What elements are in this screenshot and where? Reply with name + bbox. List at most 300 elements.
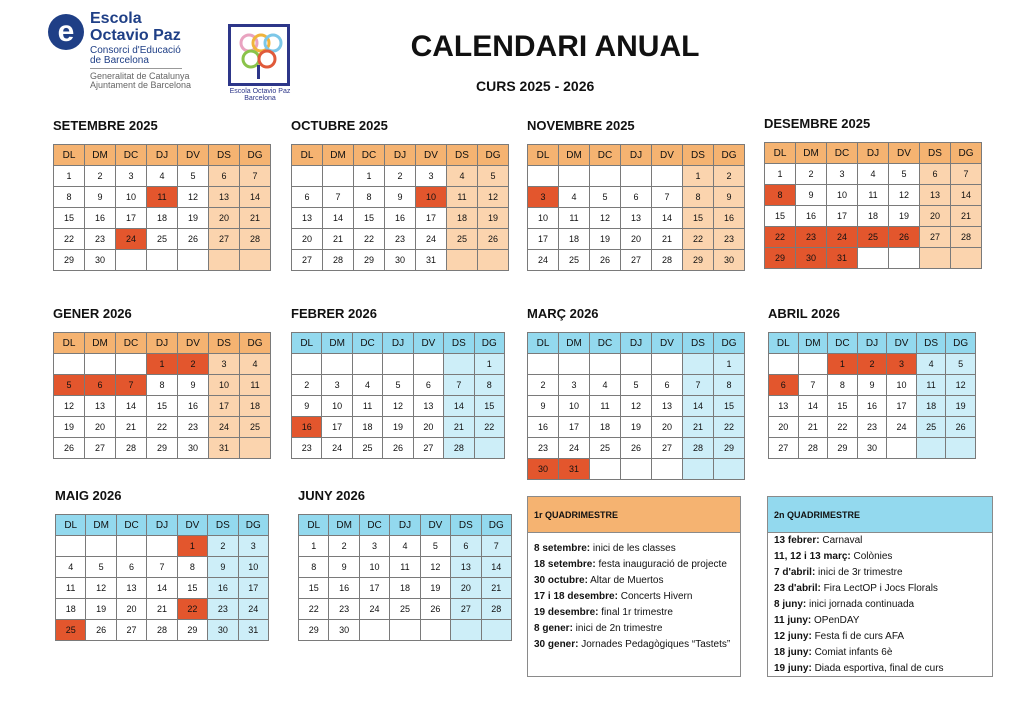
- empty-day-cell: [481, 620, 511, 641]
- calendar-day: 27: [652, 438, 683, 459]
- event-description: Carnaval: [819, 535, 863, 546]
- legend-event: [534, 573, 740, 589]
- event-description: Comiat infants 6è: [811, 647, 893, 658]
- calendar-day: 12: [946, 375, 976, 396]
- event-description: Colònies: [850, 551, 893, 562]
- legend-event: [534, 621, 740, 637]
- calendar-day: 22: [683, 229, 714, 250]
- calendar-day: 30: [329, 620, 359, 641]
- week-row: [292, 438, 505, 459]
- page-subtitle: CURS 2025 - 2026: [476, 78, 595, 94]
- calendar-day: 24: [887, 417, 917, 438]
- calendar-day: 5: [420, 536, 450, 557]
- calendar-day: 7: [683, 375, 714, 396]
- calendar-day: 6: [413, 375, 443, 396]
- event-date: 18 juny:: [774, 647, 812, 658]
- weekday-header: DM: [798, 333, 828, 354]
- calendar-day: 17: [209, 396, 240, 417]
- calendar-day: 30: [857, 438, 887, 459]
- event-description: Festa fi de curs AFA: [811, 631, 905, 642]
- calendar-day: 27: [920, 227, 951, 248]
- calendar-day: 8: [765, 185, 796, 206]
- weekday-header-row: [54, 333, 271, 354]
- empty-day-cell: [240, 250, 271, 271]
- weekday-header: DS: [444, 333, 474, 354]
- month-febrer: [291, 306, 497, 459]
- weekday-header: DC: [116, 145, 147, 166]
- week-row: [765, 248, 982, 269]
- calendar-day: 6: [920, 164, 951, 185]
- calendar-day: 15: [765, 206, 796, 227]
- month-title: FEBRER 2026: [291, 306, 377, 321]
- calendar-day: 16: [329, 578, 359, 599]
- month-title: MAIG 2026: [55, 488, 122, 503]
- calendar-day: 10: [209, 375, 240, 396]
- event-description: Altar de Muertos: [587, 575, 664, 586]
- calendar-day: 20: [652, 417, 683, 438]
- week-row: [769, 375, 976, 396]
- legend-event: [774, 629, 992, 645]
- empty-day-cell: [474, 438, 504, 459]
- calendar-day: 11: [916, 375, 946, 396]
- calendar-day: 5: [86, 557, 116, 578]
- event-description: inici jornada continuada: [806, 599, 915, 610]
- calendar-day: 19: [383, 417, 413, 438]
- calendar-day: 1: [147, 354, 178, 375]
- calendar-day: 2: [178, 354, 209, 375]
- calendar-day: 17: [827, 206, 858, 227]
- weekday-header: DS: [209, 145, 240, 166]
- empty-day-cell: [683, 459, 714, 480]
- calendar-day: 20: [451, 578, 481, 599]
- weekday-header: DV: [178, 145, 209, 166]
- calendar-day: 28: [240, 229, 271, 250]
- calendar-day: 18: [240, 396, 271, 417]
- calendar-day: 1: [474, 354, 504, 375]
- calendar-day: 1: [299, 536, 329, 557]
- empty-day-cell: [147, 250, 178, 271]
- calendar-day: 1: [714, 354, 745, 375]
- weekday-header: DV: [177, 515, 207, 536]
- calendar-day: 1: [54, 166, 85, 187]
- weekday-header: DS: [916, 333, 946, 354]
- calendar-day: 16: [528, 417, 559, 438]
- calendar-day: 30: [714, 250, 745, 271]
- calendar-day: 23: [385, 229, 416, 250]
- month-maig: [55, 488, 261, 641]
- calendar-day: 15: [54, 208, 85, 229]
- calendar-day: 27: [413, 438, 443, 459]
- calendar-day: 3: [528, 187, 559, 208]
- calendar-day: 4: [916, 354, 946, 375]
- calendar-day: 28: [323, 250, 354, 271]
- calendar-day: 13: [116, 578, 146, 599]
- calendar-day: 8: [474, 375, 504, 396]
- empty-day-cell: [858, 248, 889, 269]
- weekday-header: DM: [329, 515, 359, 536]
- calendar-day: 14: [652, 208, 683, 229]
- calendar-day: 25: [590, 438, 621, 459]
- calendar-day: 5: [590, 187, 621, 208]
- legend-event: [774, 613, 992, 629]
- weekday-header: DC: [352, 333, 382, 354]
- calendar-day: 5: [54, 375, 85, 396]
- month-title: SETEMBRE 2025: [53, 118, 158, 133]
- calendar-day: 3: [416, 166, 447, 187]
- calendar-day: 27: [769, 438, 799, 459]
- empty-day-cell: [116, 354, 147, 375]
- calendar-day: 23: [796, 227, 827, 248]
- empty-day-cell: [359, 620, 389, 641]
- weekday-header: DS: [683, 333, 714, 354]
- calendar-day: 25: [147, 229, 178, 250]
- calendar-day: 19: [420, 578, 450, 599]
- calendar-day: 29: [828, 438, 858, 459]
- calendar-day: 16: [85, 208, 116, 229]
- month-title: JUNY 2026: [298, 488, 365, 503]
- calendar-day: 2: [714, 166, 745, 187]
- legend-event: [774, 597, 992, 613]
- calendar-day: 10: [827, 185, 858, 206]
- calendar-day: 5: [621, 375, 652, 396]
- month-grid: [298, 514, 512, 641]
- weekday-header: DM: [796, 143, 827, 164]
- week-row: [299, 578, 512, 599]
- calendar-day: 5: [383, 375, 413, 396]
- calendar-day: 12: [383, 396, 413, 417]
- calendar-day: 23: [85, 229, 116, 250]
- calendar-day: 7: [116, 375, 147, 396]
- calendar-day: 7: [481, 536, 511, 557]
- calendar-day: 11: [56, 578, 86, 599]
- month-gener: [53, 306, 263, 459]
- calendar-day: 20: [209, 208, 240, 229]
- empty-day-cell: [889, 248, 920, 269]
- calendar-day: 7: [323, 187, 354, 208]
- calendar-day: 29: [765, 248, 796, 269]
- calendar-day: 9: [178, 375, 209, 396]
- week-row: [54, 229, 271, 250]
- month-grid: [291, 332, 505, 459]
- legend-event: [534, 541, 740, 557]
- calendar-day: 15: [474, 396, 504, 417]
- calendar-day: 10: [322, 396, 352, 417]
- empty-day-cell: [621, 459, 652, 480]
- q2-legend-list: [768, 533, 992, 677]
- legend-event: [774, 645, 992, 661]
- weekday-header: DL: [54, 145, 85, 166]
- calendar-day: 14: [951, 185, 982, 206]
- calendar-day: 20: [920, 206, 951, 227]
- calendar-day: 7: [444, 375, 474, 396]
- month-novembre: [527, 118, 737, 271]
- weekday-header-row: [292, 145, 509, 166]
- calendar-day: 11: [147, 187, 178, 208]
- calendar-day: 16: [796, 206, 827, 227]
- weekday-header: DS: [451, 515, 481, 536]
- calendar-day: 9: [714, 187, 745, 208]
- week-row: [292, 396, 505, 417]
- empty-day-cell: [292, 166, 323, 187]
- weekday-header: DV: [416, 145, 447, 166]
- calendar-day: 25: [447, 229, 478, 250]
- calendar-day: 20: [621, 229, 652, 250]
- calendar-day: 19: [621, 417, 652, 438]
- calendar-day: 17: [416, 208, 447, 229]
- calendar-day: 14: [147, 578, 177, 599]
- calendar-day: 3: [209, 354, 240, 375]
- calendar-day: 24: [827, 227, 858, 248]
- calendar-day: 26: [86, 620, 116, 641]
- calendar-day: 7: [240, 166, 271, 187]
- calendar-day: 3: [887, 354, 917, 375]
- empty-day-cell: [887, 438, 917, 459]
- empty-day-cell: [390, 620, 420, 641]
- calendar-day: 14: [323, 208, 354, 229]
- calendar-day: 7: [951, 164, 982, 185]
- legend-event: [534, 637, 740, 653]
- emblem-caption-line1: Escola Octavio Paz: [229, 88, 291, 95]
- weekday-header: DC: [590, 333, 621, 354]
- calendar-day: 29: [299, 620, 329, 641]
- school-name-line1: Escola: [90, 10, 142, 27]
- month-abril: [768, 306, 968, 459]
- calendar-day: 22: [714, 417, 745, 438]
- event-date: 17 i 18 desembre:: [534, 591, 618, 602]
- calendar-day: 1: [177, 536, 207, 557]
- school-name-line2: Octavio Paz: [90, 27, 181, 44]
- calendar-day: 21: [652, 229, 683, 250]
- consorci-line1: Consorci d'Educació: [90, 45, 181, 56]
- calendar-day: 5: [478, 166, 509, 187]
- calendar-day: 8: [354, 187, 385, 208]
- month-grid: [764, 142, 982, 269]
- calendar-day: 30: [385, 250, 416, 271]
- calendar-day: 12: [178, 187, 209, 208]
- calendar-day: 20: [116, 599, 146, 620]
- weekday-header-row: [299, 515, 512, 536]
- weekday-header: DJ: [147, 515, 177, 536]
- empty-day-cell: [951, 248, 982, 269]
- week-row: [54, 208, 271, 229]
- week-row: [54, 438, 271, 459]
- calendar-day: 2: [85, 166, 116, 187]
- calendar-day: 17: [238, 578, 268, 599]
- empty-day-cell: [447, 250, 478, 271]
- calendar-day: 20: [292, 229, 323, 250]
- empty-day-cell: [621, 166, 652, 187]
- empty-day-cell: [652, 354, 683, 375]
- calendar-day: 17: [322, 417, 352, 438]
- calendar-day: 28: [798, 438, 828, 459]
- calendar-day: 6: [769, 375, 799, 396]
- calendar-day: 19: [54, 417, 85, 438]
- calendar-day: 30: [85, 250, 116, 271]
- calendar-day: 27: [621, 250, 652, 271]
- legend-event: [534, 557, 740, 573]
- weekday-header: DC: [827, 143, 858, 164]
- calendar-day: 5: [889, 164, 920, 185]
- weekday-header: DV: [178, 333, 209, 354]
- weekday-header: DV: [420, 515, 450, 536]
- week-row: [54, 166, 271, 187]
- calendar-day: 4: [352, 375, 382, 396]
- calendar-day: 8: [299, 557, 329, 578]
- weekday-header-row: [528, 145, 745, 166]
- weekday-header: DV: [887, 333, 917, 354]
- calendar-day: 19: [946, 396, 976, 417]
- calendar-day: 6: [85, 375, 116, 396]
- calendar-day: 1: [354, 166, 385, 187]
- calendar-day: 10: [528, 208, 559, 229]
- weekday-header: DM: [559, 145, 590, 166]
- event-description: inici de les classes: [590, 543, 676, 554]
- event-description: inici de 2n trimestre: [572, 623, 663, 634]
- calendar-day: 26: [178, 229, 209, 250]
- calendar-day: 2: [857, 354, 887, 375]
- calendar-day: 2: [292, 375, 322, 396]
- week-row: [528, 354, 745, 375]
- event-date: 19 desembre:: [534, 607, 599, 618]
- empty-day-cell: [444, 354, 474, 375]
- calendar-day: 30: [178, 438, 209, 459]
- calendar-day: 30: [208, 620, 238, 641]
- weekday-header: DM: [323, 145, 354, 166]
- week-row: [299, 620, 512, 641]
- calendar-day: 14: [444, 396, 474, 417]
- calendar-day: 21: [147, 599, 177, 620]
- calendar-day: 8: [828, 375, 858, 396]
- week-row: [528, 208, 745, 229]
- calendar-day: 6: [116, 557, 146, 578]
- calendar-day: 28: [652, 250, 683, 271]
- empty-day-cell: [413, 354, 443, 375]
- month-title: OCTUBRE 2025: [291, 118, 388, 133]
- calendar-day: 24: [238, 599, 268, 620]
- gov-line1: Generalitat de Catalunya: [90, 71, 190, 81]
- empty-day-cell: [54, 354, 85, 375]
- event-description: OPenDAY: [811, 615, 860, 626]
- weekday-header: DJ: [621, 333, 652, 354]
- calendar-day: 22: [54, 229, 85, 250]
- calendar-day: 15: [828, 396, 858, 417]
- calendar-day: 25: [352, 438, 382, 459]
- calendar-day: 23: [329, 599, 359, 620]
- week-row: [528, 166, 745, 187]
- calendar-day: 9: [528, 396, 559, 417]
- calendar-day: 21: [240, 208, 271, 229]
- calendar-day: 23: [857, 417, 887, 438]
- weekday-header: DV: [889, 143, 920, 164]
- empty-day-cell: [85, 354, 116, 375]
- logo-divider: [90, 68, 182, 69]
- month-octubre: [291, 118, 501, 271]
- weekday-header: DG: [240, 333, 271, 354]
- q2-legend-title: 2n QUADRIMESTRE: [768, 497, 992, 533]
- weekday-header: DS: [208, 515, 238, 536]
- week-row: [292, 187, 509, 208]
- calendar-day: 10: [359, 557, 389, 578]
- calendar-day: 23: [208, 599, 238, 620]
- calendar-day: 15: [354, 208, 385, 229]
- calendar-day: 4: [559, 187, 590, 208]
- weekday-header: DS: [209, 333, 240, 354]
- week-row: [56, 599, 269, 620]
- month-desembre: [764, 116, 974, 269]
- weekday-header-row: [765, 143, 982, 164]
- empty-day-cell: [621, 354, 652, 375]
- calendar-day: 19: [86, 599, 116, 620]
- gov-line2: Ajuntament de Barcelona: [90, 80, 192, 90]
- calendar-day: 18: [352, 417, 382, 438]
- calendar-day: 2: [208, 536, 238, 557]
- calendar-day: 4: [590, 375, 621, 396]
- weekday-header: DG: [478, 145, 509, 166]
- calendar-day: 21: [444, 417, 474, 438]
- calendar-day: 3: [116, 166, 147, 187]
- calendar-day: 15: [714, 396, 745, 417]
- weekday-header: DL: [54, 333, 85, 354]
- empty-day-cell: [352, 354, 382, 375]
- week-row: [528, 459, 745, 480]
- event-date: 13 febrer:: [774, 535, 820, 546]
- empty-day-cell: [652, 459, 683, 480]
- calendar-day: 11: [240, 375, 271, 396]
- calendar-day: 29: [177, 620, 207, 641]
- calendar-day: 20: [769, 417, 799, 438]
- empty-day-cell: [323, 166, 354, 187]
- weekday-header: DJ: [390, 515, 420, 536]
- legend-event: [534, 605, 740, 621]
- calendar-day: 15: [177, 578, 207, 599]
- emblem-caption-line2: Barcelona: [244, 95, 276, 102]
- empty-day-cell: [916, 438, 946, 459]
- month-juny: [298, 488, 504, 641]
- calendar-day: 18: [590, 417, 621, 438]
- calendar-day: 26: [590, 250, 621, 271]
- q1-legend-box: [527, 496, 741, 677]
- month-grid: [55, 514, 269, 641]
- calendar-day: 29: [683, 250, 714, 271]
- calendar-day: 24: [528, 250, 559, 271]
- empty-day-cell: [240, 438, 271, 459]
- weekday-header: DG: [714, 145, 745, 166]
- empty-day-cell: [920, 248, 951, 269]
- week-row: [765, 227, 982, 248]
- weekday-header-row: [769, 333, 976, 354]
- month-marc: [527, 306, 737, 480]
- calendar-day: 11: [590, 396, 621, 417]
- month-title: MARÇ 2026: [527, 306, 599, 321]
- empty-day-cell: [590, 459, 621, 480]
- weekday-header: DJ: [147, 145, 178, 166]
- calendar-day: 18: [147, 208, 178, 229]
- weekday-header-row: [56, 515, 269, 536]
- calendar-day: 24: [359, 599, 389, 620]
- calendar-day: 17: [887, 396, 917, 417]
- calendar-day: 13: [209, 187, 240, 208]
- calendar-day: 16: [714, 208, 745, 229]
- legend-event: [534, 589, 740, 605]
- week-row: [528, 375, 745, 396]
- calendar-day: 15: [683, 208, 714, 229]
- calendar-day: 22: [354, 229, 385, 250]
- event-description: Concerts Hivern: [617, 591, 693, 602]
- calendar-day: 11: [447, 187, 478, 208]
- event-date: 8 juny:: [774, 599, 807, 610]
- calendar-day: 24: [322, 438, 352, 459]
- legend-event: [774, 565, 992, 581]
